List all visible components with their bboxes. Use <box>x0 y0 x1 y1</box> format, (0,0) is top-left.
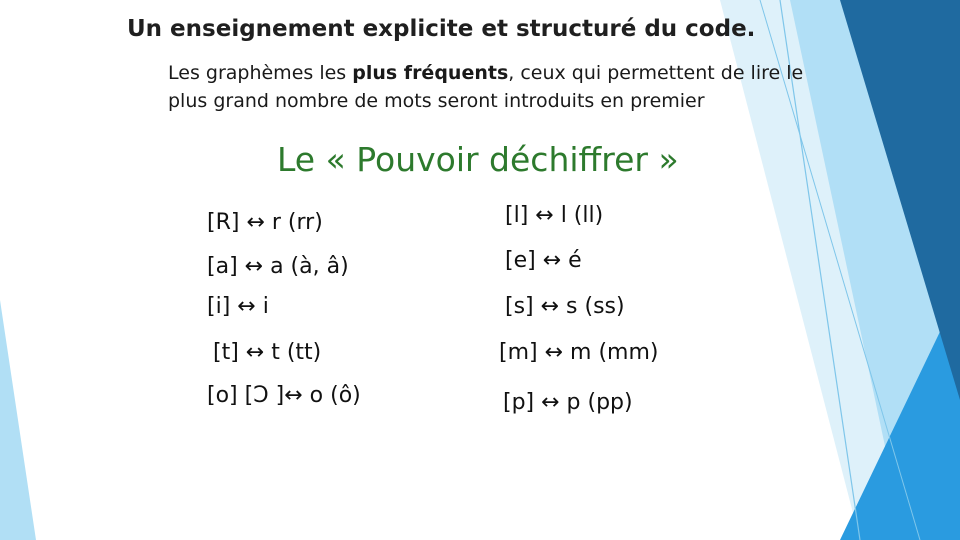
intro-text-end: , ceux qui permettent de lire le plus grand nombre de mots seront introduits en premier <box>168 62 804 112</box>
intro-text-start: Les graphèmes les <box>168 62 353 84</box>
right-pair-3: [s] ↔ s (ss) <box>505 294 625 319</box>
slide-title: Un enseignement explicite et structuré du code. <box>127 16 756 42</box>
right-pair-1: [l] ↔ l (ll) <box>505 203 604 228</box>
left-edge-triangle <box>0 300 36 540</box>
left-pair-4: [t] ↔ t (tt) <box>213 340 322 365</box>
intro-paragraph <box>168 59 808 115</box>
section-subtitle: Le « Pouvoir déchiffrer » <box>277 140 679 179</box>
left-pair-2: [a] ↔ a (à, â) <box>207 254 349 279</box>
right-pair-2: [e] ↔ é <box>505 248 582 273</box>
right-pair-5: [p] ↔ p (pp) <box>503 390 633 415</box>
left-pair-3: [i] ↔ i <box>207 294 269 319</box>
intro-bold-text: plus fréquents <box>352 62 509 84</box>
left-pair-1: [R] ↔ r (rr) <box>207 210 323 235</box>
left-pair-5: [o] [Ↄ ]↔ o (ô) <box>207 383 361 408</box>
right-pair-4: [m] ↔ m (mm) <box>499 340 659 365</box>
